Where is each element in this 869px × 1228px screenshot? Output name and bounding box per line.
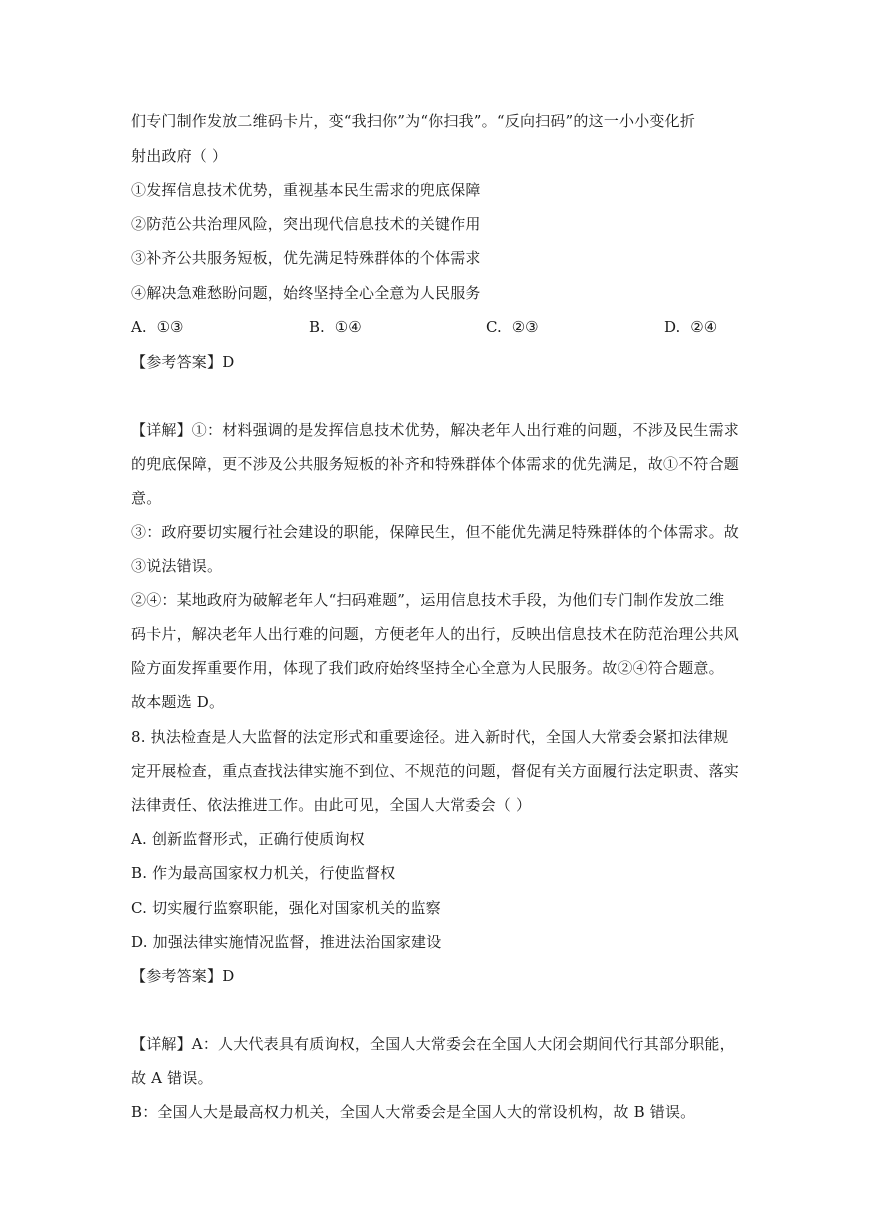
q8-option-a: A. 创新监督形式，正确行使质询权	[131, 830, 365, 848]
q8-detail-line-3: B：全国人大是最高权力机关，全国人大常委会是全国人大的常设机构，故 B 错误。	[131, 1103, 696, 1121]
q7-detail-line-8: 险方面发挥重要作用，体现了我们政府始终坚持全心全意为人民服务。故②④符合题意。	[131, 659, 724, 677]
q7-option-a-letter: A.	[131, 318, 147, 336]
q8-stem-line-2: 定开展检查，重点查找法律实施不到位、不规范的问题，督促有关方面履行法定职责、落实	[131, 762, 740, 780]
q7-detail-line-4: ③：政府要切实履行社会建设的职能，保障民生，但不能优先满足特殊群体的个体需求。故	[131, 523, 740, 541]
q7-detail-line-3: 意。	[131, 489, 162, 507]
q7-option-c	[486, 317, 539, 337]
q7-option-d-letter: D.	[664, 318, 681, 336]
q7-statement-4: ④解决急难愁盼问题，始终坚持全心全意为人民服务	[131, 284, 481, 302]
q7-stem-line-2: 射出政府（ ）	[131, 147, 228, 165]
q7-stem-line-1: 们专门制作发放二维码卡片，变“我扫你”为“你扫我”。“反向扫码”的这一小小变化折	[131, 112, 696, 130]
q7-statement-2: ②防范公共治理风险，突出现代信息技术的关键作用	[131, 215, 481, 233]
q8-detail-line-1: 【详解】A：人大代表具有质询权，全国人大常委会在全国人大闭会期间代行其部分职能，	[131, 1035, 735, 1053]
q7-detail-line-2: 的兜底保障，更不涉及公共服务短板的补齐和特殊群体个体需求的优先满足，故①不符合题	[131, 455, 740, 473]
q8-option-c: C. 切实履行监察职能，强化对国家机关的监察	[131, 899, 441, 917]
q8-option-d: D. 加强法律实施情况监督，推进法治国家建设	[131, 933, 442, 951]
q7-option-a-text: ①③	[156, 318, 184, 336]
q8-answer: 【参考答案】D	[131, 967, 235, 985]
q8-detail-line-2: 故 A 错误。	[131, 1069, 213, 1087]
q8-stem-line-3: 法律责任、依法推进工作。由此可见，全国人大常委会（ ）	[131, 796, 532, 814]
q7-detail-line-6: ②④：某地政府为破解老年人“扫码难题”，运用信息技术手段，为他们专门制作发放二维	[131, 591, 725, 609]
q8-option-b: B. 作为最高国家权力机关，行使监督权	[131, 864, 396, 882]
q7-detail-line-9: 故本题选 D。	[131, 693, 225, 711]
q8-stem-line-1: 8. 执法检查是人大监督的法定形式和重要途径。进入新时代，全国人大常委会紧扣法律规	[131, 728, 729, 746]
q7-option-a	[131, 317, 184, 337]
q7-option-b-letter: B.	[309, 318, 325, 336]
q7-option-b	[309, 317, 362, 337]
q7-statement-3: ③补齐公共服务短板，优先满足特殊群体的个体需求	[131, 249, 481, 267]
q7-option-d-text: ②④	[690, 318, 718, 336]
q7-option-c-letter: C.	[486, 318, 502, 336]
q7-detail-line-5: ③说法错误。	[131, 557, 223, 575]
q7-option-b-text: ①④	[334, 318, 362, 336]
q7-detail-line-1: 【详解】①：材料强调的是发挥信息技术优势，解决老年人出行难的问题，不涉及民生需求	[131, 421, 740, 439]
q7-option-d	[664, 317, 717, 337]
q7-statement-1: ①发挥信息技术优势，重视基本民生需求的兜底保障	[131, 181, 481, 199]
q7-option-c-text: ②③	[511, 318, 539, 336]
q7-answer: 【参考答案】D	[131, 353, 235, 371]
q7-detail-line-7: 码卡片，解决老年人出行难的问题，方便老年人的出行，反映出信息技术在防范治理公共风	[131, 625, 740, 643]
